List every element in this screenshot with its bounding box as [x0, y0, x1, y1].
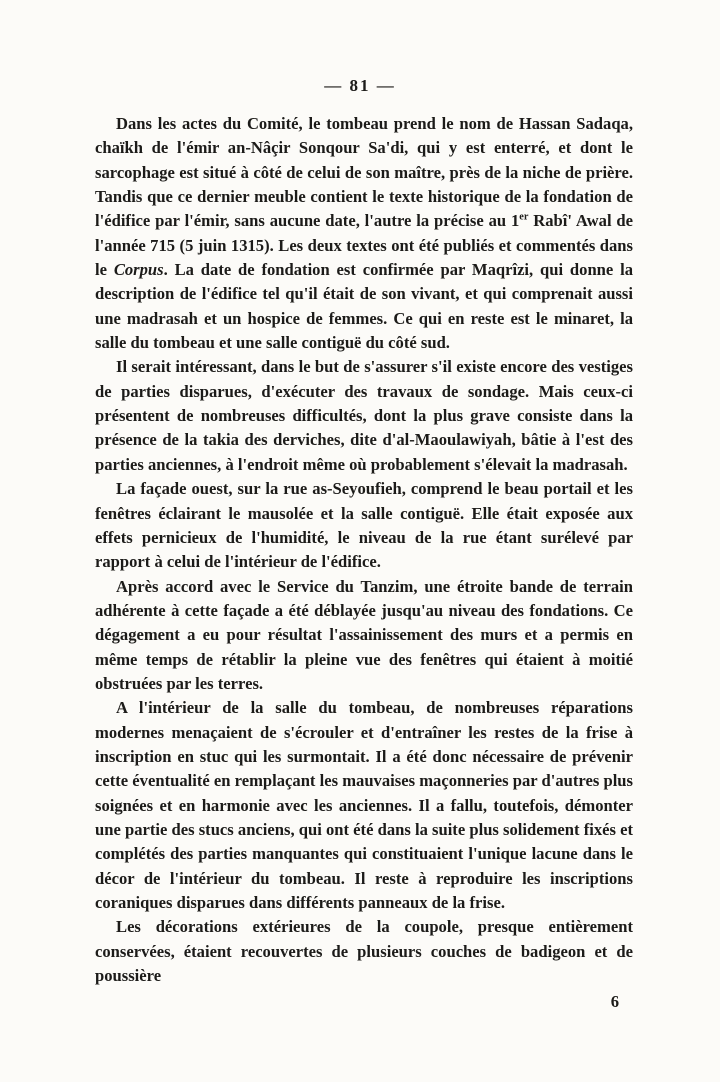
paragraph: [95, 696, 633, 915]
paragraph: [95, 112, 633, 355]
paragraph-segment-italic: Corpus: [113, 260, 164, 280]
paragraph-segment: La façade ouest, sur la rue as-Seyoufieh, comprend le beau portail et les fenêtres éclairant le mausolée et la salle contiguë. Elle était exposée aux effets pernicieux de l'humidité, le niveau de la rue étant surélevé par rapport à celui de l'intérieur de l'édifice.: [95, 479, 633, 572]
paragraph-segment: Il serait intéressant, dans le but de s'assurer s'il existe encore des vestiges de parties disparues, d'exécuter des travaux de sondage. Mais ceux-ci présentent de nombreuses difficultés, dont la plus grave consiste dans la présence de la takia des derviches, dite d'al-Maoulawiyah, bâtie à l'est des parties anciennes, à l'endroit même où probablement s'élevait la madrasah.: [95, 357, 633, 474]
text-block: [95, 112, 633, 1015]
paragraph-segment: A l'intérieur de la salle du tombeau, de nombreuses réparations modernes menaçaient de s'écrouler et d'entraîner les restes de la frise à inscription en stuc qui les surmontait. Il a été donc nécessaire de prévenir cette éventualité en remplaçant les mauvaises maçonneries par d'autres plus soignées et en harmonie avec les anciennes. Il a fallu, toutefois, démonter une partie des stucs anciens, qui ont été dans la suite plus solidement fixés et complétés des parties manquantes qui constituaient l'unique lacune dans le décor de l'intérieur du tombeau. Il reste à reproduire les inscriptions coraniques disparues dans différents panneaux de la frise.: [95, 698, 633, 912]
paragraph-segment: Après accord avec le Service du Tanzim, une étroite bande de terrain adhérente à cette façade a été déblayée jusqu'au niveau des fondations. Ce dégagement a eu pour résultat l'assainissement des murs et a permis en même temps de rétablir la pleine vue des fenêtres qui étaient à moitié obstruées par les terres.: [95, 576, 633, 693]
paragraph: [95, 477, 633, 574]
paragraph: [95, 575, 633, 697]
paragraph: [95, 355, 633, 477]
paragraph-segment: Les décorations extérieures de la coupole, presque entièrement conservées, étaient recouvertes de plusieurs couches de badigeon et de poussière: [95, 917, 633, 986]
page-number: — 81 —: [324, 76, 396, 95]
paragraph-segment-sup: er: [519, 211, 529, 223]
page-footer-number: 6: [610, 992, 619, 1012]
paragraph-segment: Dans les actes du Comité, le tombeau prend le nom de Hassan Sadaqa, chaïkh de l'émir an-Nâçir Sonqour Sa'di, qui y est enterré, et dont le sarcophage est situé à côté de celui de son maître, près de la niche de prière. Tandis que ce dernier meuble contient le texte historique de la fondation de l'édifice par l'émir, sans aucune date, l'autre la précise au 1: [95, 114, 633, 231]
paragraph-segment: . La date de fondation est confirmée par Maqrîzi, qui donne la description de l'édifice tel qu'il était de son vivant, et qui comprenait aussi une madrasah et un hospice de femmes. Ce qui en reste est le minaret, la salle du tombeau et une salle contiguë du côté sud.: [95, 260, 634, 353]
paragraph: [95, 915, 633, 988]
paragraph-segment: Rabî' Awal de l'année 715 (5 juin 1315). Les deux textes ont été publiés et commentés dans le: [95, 211, 633, 280]
